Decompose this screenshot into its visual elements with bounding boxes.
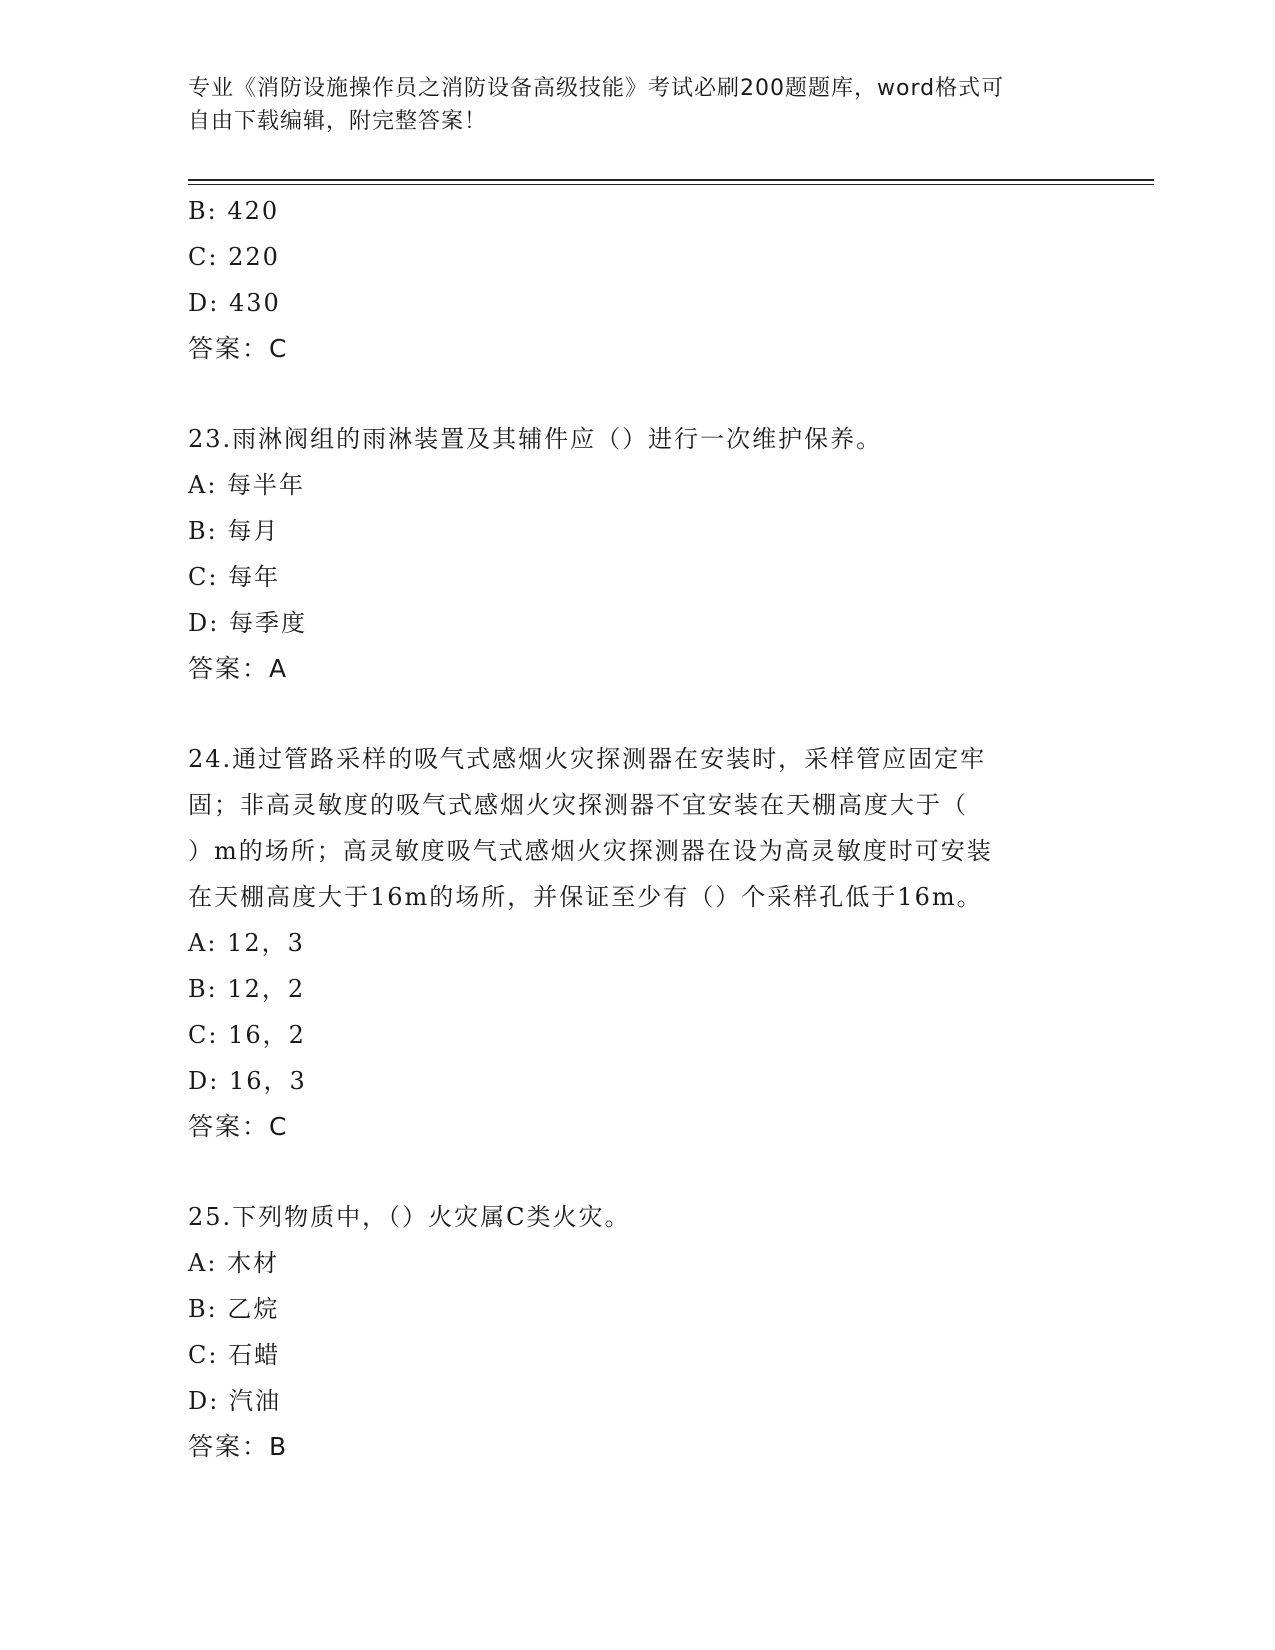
question-stem: 25.下列物质中，（）火灾属C类火灾。 (188, 1203, 631, 1231)
option-d: D: 每季度 (188, 609, 307, 637)
option-d: D: 汽油 (188, 1387, 281, 1415)
option-b: B: 420 (188, 197, 280, 225)
question-stem: 23.雨淋阀组的雨淋装置及其辅件应（）进行一次维护保养。 (188, 425, 883, 453)
header-rule-thin (188, 184, 1154, 185)
option-c: C: 每年 (188, 563, 281, 591)
question-stem-line: 24.通过管路采样的吸气式感烟火灾探测器在安装时，采样管应固定牢 (188, 745, 987, 773)
spacer (188, 692, 1088, 736)
page-header (188, 72, 1088, 138)
option-c: C: 16，2 (188, 1021, 306, 1049)
spacer (188, 372, 1088, 416)
option-a: A: 12，3 (188, 929, 305, 957)
question-stem-line: 固；非高灵敏度的吸气式感烟火灾探测器不宜安装在天棚高度大于（ (188, 791, 968, 819)
option-d: D: 16，3 (188, 1067, 307, 1095)
question-stem-line: ）m的场所；高灵敏度吸气式感烟火灾探测器在设为高灵敏度时可安装 (188, 837, 993, 865)
option-a: A: 每半年 (188, 471, 306, 499)
question-24 (188, 736, 1088, 1150)
option-c: C: 石蜡 (188, 1341, 281, 1369)
question-23 (188, 416, 1088, 692)
question-body (188, 188, 1088, 1470)
question-25 (188, 1194, 1088, 1470)
answer-line: 答案：A (188, 654, 289, 683)
option-a: A: 木材 (188, 1249, 280, 1277)
question-22-partial (188, 188, 1088, 372)
question-stem-line: 在天棚高度大于16m的场所，并保证至少有（）个采样孔低于16m。 (188, 883, 983, 911)
header-line-2: 自由下载编辑，附完整答案！ (188, 109, 488, 134)
option-d: D: 430 (188, 289, 281, 317)
option-c: C: 220 (188, 243, 280, 271)
header-rule-thick (188, 179, 1154, 181)
option-b: B: 12，2 (188, 975, 306, 1003)
option-b: B: 乙烷 (188, 1295, 280, 1323)
answer-line: 答案：C (188, 334, 289, 363)
answer-line: 答案：B (188, 1432, 289, 1461)
spacer (188, 1150, 1088, 1194)
option-b: B: 每月 (188, 517, 280, 545)
header-line-1: 专业《消防设施操作员之消防设备高级技能》考试必刷200题题库，word格式可 (188, 76, 1005, 101)
answer-line: 答案：C (188, 1112, 289, 1141)
